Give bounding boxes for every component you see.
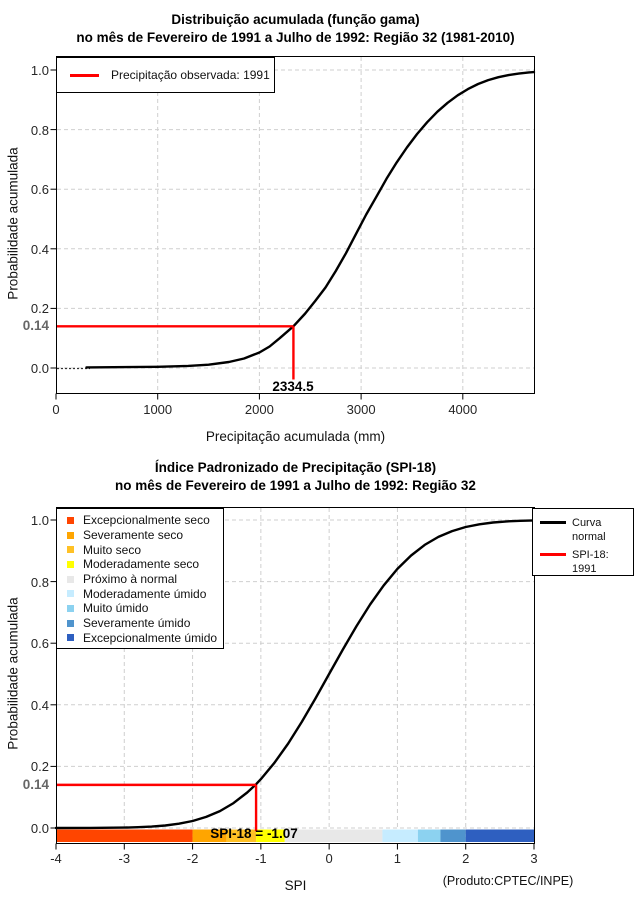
legend-item-label: Curva normal (572, 517, 606, 543)
y-tick-label: 0.4 (30, 241, 49, 257)
y-tick-label: 0.6 (30, 636, 49, 652)
gamma-x-axis-label: Precipitação acumulada (mm) (205, 429, 386, 444)
x-tick-label: 0 (52, 402, 60, 417)
gamma-legend-box (56, 57, 275, 93)
gamma-threshold-annotation: 2334.5 (272, 379, 314, 394)
x-tick-label: 3000 (346, 402, 376, 417)
x-tick-label: 3 (530, 851, 538, 866)
gamma-chart-subtitle: no mês de Fevereiro de 1991 a Julho de 1992: Região 32 (1981-2010) (76, 30, 515, 45)
x-tick-label: -3 (118, 851, 131, 866)
x-tick-label: 1000 (143, 402, 173, 417)
legend-item-label: Muito seco (83, 542, 142, 557)
x-tick-label: -2 (186, 851, 199, 866)
black-line-sample-icon (540, 521, 566, 524)
spi-chart-title: Índice Padronizado de Precipitação (SPI-18) (154, 460, 437, 475)
y-tick-label: 0.8 (30, 122, 49, 138)
red-line-sample-icon (540, 553, 566, 556)
legend-color-swatch-icon (67, 517, 74, 524)
legend-color-swatch-icon (67, 634, 74, 641)
spi-x-axis-label: SPI (284, 878, 307, 893)
legend-item (57, 528, 223, 543)
gamma-probability-annotation: 0.14 (22, 318, 49, 333)
legend-item-label: Muito úmido (83, 601, 149, 616)
y-tick-label: 0.8 (30, 574, 49, 590)
y-tick-label: 0.6 (30, 182, 49, 198)
spi-category-legend-box (56, 508, 224, 649)
legend-item-label: Moderadamente úmido (83, 586, 207, 601)
y-tick-label: 0.2 (30, 301, 49, 317)
x-tick-label: -1 (255, 851, 267, 866)
spi-chart-subtitle: no mês de Fevereiro de 1991 a Julho de 1992: Região 32 (115, 478, 476, 493)
legend-color-swatch-icon (67, 561, 74, 568)
legend-item (57, 616, 223, 631)
gamma-chart-title: Distribuição acumulada (função gama) (171, 12, 420, 27)
y-tick-label: 0.0 (30, 361, 49, 376)
y-tick-label: 0.2 (30, 759, 49, 775)
legend-item (57, 631, 223, 646)
gamma-y-axis-label: Probabilidade acumulada (5, 147, 21, 300)
x-tick-label: 2 (462, 851, 470, 866)
legend-item (57, 601, 223, 616)
legend-item (57, 542, 223, 557)
x-tick-label: -4 (50, 851, 62, 866)
x-tick-label: 2000 (244, 402, 274, 417)
spi-y-axis-label: Probabilidade acumulada (5, 597, 21, 750)
legend-item (57, 572, 223, 587)
red-line-sample-icon (70, 74, 99, 77)
x-tick-label: 0 (325, 851, 333, 866)
legend-color-swatch-icon (67, 532, 74, 539)
legend-item-label: Excepcionalmente seco (83, 513, 210, 528)
y-tick-label: 1.0 (30, 513, 49, 528)
legend-item-label: Severamente seco (83, 528, 184, 543)
legend-item-label: Moderadamente seco (83, 557, 200, 572)
legend-color-swatch-icon (67, 605, 74, 612)
legend-item-label: Severamente úmido (83, 616, 191, 631)
y-tick-label: 1.0 (30, 63, 49, 78)
x-tick-label: 4000 (448, 402, 478, 417)
legend-item (533, 548, 633, 576)
legend-item (57, 557, 223, 572)
legend-color-swatch-icon (67, 546, 74, 553)
legend-color-swatch-icon (67, 620, 74, 627)
legend-item-label: Excepcionalmente úmido (83, 630, 218, 645)
legend-item (57, 513, 223, 528)
legend-item-label: Próximo à normal (83, 572, 178, 587)
gamma-legend-label: Precipitação observada: 1991 (111, 68, 270, 82)
legend-item (533, 516, 633, 544)
credit-text: (Produto:CPTEC/INPE) (442, 874, 574, 888)
legend-item (57, 586, 223, 601)
spi-value-annotation: SPI-18 = -1.07 (210, 826, 298, 841)
spi-probability-annotation: 0.14 (22, 777, 49, 792)
y-tick-label: 0.0 (30, 821, 49, 836)
legend-item-label: SPI-18: 1991 (572, 549, 609, 575)
spi-line-legend-box (532, 508, 634, 576)
legend-color-swatch-icon (67, 576, 74, 583)
x-tick-label: 1 (393, 851, 402, 866)
legend-color-swatch-icon (67, 590, 74, 597)
y-tick-label: 0.4 (30, 697, 49, 713)
